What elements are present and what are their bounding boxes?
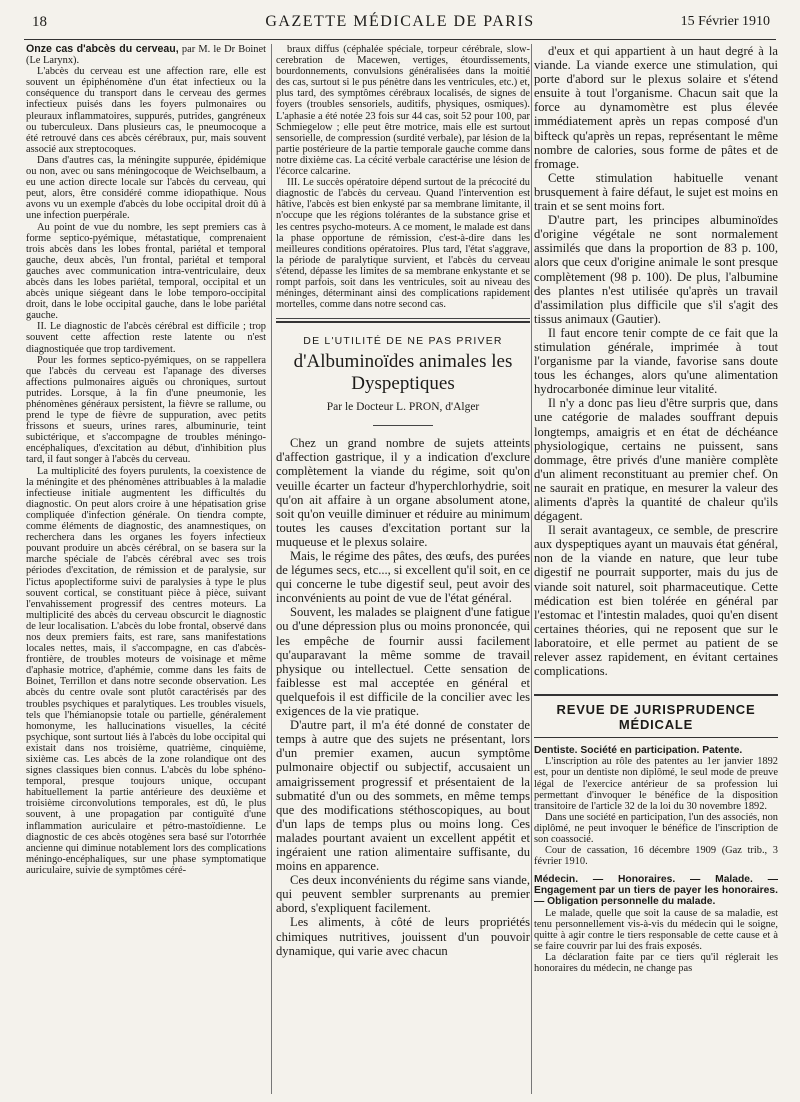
divider	[276, 321, 530, 323]
paragraph: Cette stimulation habituelle venant brusquement à faire défaut, le sujet est moins en train et se sent moins fort.	[534, 170, 778, 214]
paragraph: Le malade, quelle que soit la cause de sa maladie, est tenu personnellement vis-à-vis du médecin qui le soigne, quitte à agir contre le tiers responsable de cette cause et à se faire couvrir par lui des frais exposés.	[534, 907, 778, 952]
article-title: d'Albuminoïdes animales les Dyspeptiques	[293, 351, 513, 395]
paragraph: L'abcès du cerveau est une affection rare, elle est souvent un épiphénomène d'un état infectieux ou la conséquence du transport dans le cerveau des germes infectieux puisés dans les foyers pulmonaires ou pleuraux inflammatoires, suppurés, putrides, gangréneux ou tuberculeux. Dans plusieurs cas, le pneumocoque a été retrouvé dans ces abcès cérébraux, pur, mais souvent associé aux streptocoques.	[26, 66, 266, 155]
paragraph: L'inscription au rôle des patentes au 1er janvier 1892 est, pour un dentiste non diplômé, le seul mode de preuve légal de l'exercice antérieur de sa profession lui permettant d'invoquer le bénéfice de la disposition transitoire de l'article 32 de la loi du 30 novembre 1892.	[534, 756, 778, 812]
abstract-continuation	[276, 44, 530, 310]
issue-date: 15 Février 1910	[680, 14, 770, 29]
divider	[276, 318, 530, 319]
paragraph: La multiplicité des foyers purulents, la coexistence de la méningite et des phénomènes attribuables à la maladie infectieuse initiale augmentent les difficultés du diagnostic. On peut alors croire à une hépatisation grise compliquée d'infection générale. On tiendra compte, comme éléments de diagnostic, des anamnestiques, on recherchera dans les organes les foyers infectieux pouvant produire un abcès cérébral, on se basera sur la marche spéciale de l'abcès cérébral avec ses trois périodes d'excitation, de rémission et de paralysie, sur l'ictus apoplectiforme suivi de paralysies à type le plus souvent cortical, se constituant pièce à pièce, suivant l'envahissement progressif des centres moteurs. La multiplicité des abcès du cerveau obscurcit le diagnostic de leur localisation. L'abcès du lobe frontal, observé dans nos deux premiers faits, est rare, sans manifestations locales nettes, mais, il s'accompagne, en cas d'abcès-frontière, de troubles moteurs de voisinage et même d'aphasie motrice, d'aphémie, comme dans les faits de Boinet, Terrillon et dans notre seconde observation. Les abcès du centre ovale sont plutôt caractérisés par des troubles psychiques et paralytiques. Les troubles visuels, tels que l'hémianopsie totale ou partielle, généralement homonyme, les hallucinations visuelles, la cécité psychique, sont surtout liés à l'abcès du lobe occipital qui existait dans nos troisième, quatrième, cinquième, sixième cas. Les abcès de la zone rolandique ont des signes classiques bien connus. L'abcès du lobe sphéno-temporal, presque toujours unique, occupant habituellement la partie antérieure des deuxième et troisième circonvolutions temporales, est dû, le plus souvent, à une propagation par contiguïté d'une inflammation auriculaire et pétro-mastoïdienne. Le diagnostic de ces abcès otogènes sera basé sur l'otorrhée ancienne qui diminue notablement lors des complications méningo-encéphaliques, sur une phase symptomatique auriculaire, suivie de symptômes céré-	[26, 465, 266, 876]
column-rule-1	[271, 44, 272, 1094]
paragraph: Il faut encore tenir compte de ce fait que la stimulation générale, imprimée à tout l'organisme par la viande, favorise sans doute tous les échanges, alors qu'une alimentation hydrocarbonée diminue leur vitalité.	[534, 325, 778, 397]
divider	[373, 425, 433, 426]
paragraph: braux diffus (céphalée spéciale, torpeur cérébrale, slow-cerebration de Macewen, vertiges, étourdissements, bourdonnements, convulsions généralisées dans la moitié des cas, surtout si le pus pénètre dans les ventricules, etc.) et, plus tard, des symptômes cérébraux localisés, de signes de foyers (troubles sensoriels, auditifs, physiques, osmiques). L'aphasie a été notée 23 fois sur 44 cas, soit 52 pour 100, par Schmiegelow ; elle peut être motrice, mais elle est surtout sensorielle, de compression (surdité verbale), par lésion de la partie postérieure de la partie temporale gauche comme dans notre dixième cas. La cécité verbale caractérise une lésion de l'écorce calcarine.	[276, 44, 530, 178]
paragraph: Souvent, les malades se plaignent d'une fatigue ou d'une dépression plus ou moins prononcée, qui les empêche de fournir aussi facilement qu'auparavant la même somme de travail physique ou intellectuel. Cette sensation de faiblesse est mal acceptée en général et quelquefois il est difficile de la concilier avec les exigences de la vie pratique.	[276, 605, 530, 719]
article-kicker: DE L'UTILITÉ DE NE PAS PRIVER	[303, 335, 503, 348]
column-2	[276, 44, 530, 1096]
case-body	[534, 756, 778, 845]
page-number: 18	[32, 14, 47, 30]
paragraph: La déclaration faite par ce tiers qu'il réglerait les honoraires du médecin, ne change pas	[534, 951, 778, 974]
journal-title: GAZETTE MÉDICALE DE PARIS	[265, 13, 535, 30]
section-title: REVUE DE JURISPRUDENCE MÉDICALE	[556, 702, 756, 733]
case-citation: Cour de cassation, 16 décembre 1909 (Gaz trib., 3 février 1910.	[534, 845, 778, 868]
case-body	[534, 908, 778, 975]
paragraph: Il n'y a donc pas lieu d'être surpris que, dans une catégorie de malades souffrant depuis longtemps, amaigris et en état de déchéance physiologique, certains ne puissent, sans dommage, être privés d'une manière complète d'un aliment reconstituant au premier chef. On ne saurait en pratique, en mesurer la valeur des aliments d'après la quantité de chaleur qu'ils dégagent.	[534, 396, 778, 524]
section-header	[534, 694, 778, 738]
case-heading: Médecin. — Honoraires. — Malade. — Engagement par un tiers de payer les honoraires. — Obligation personnelle du malade.	[534, 874, 778, 908]
paragraph: d'eux et qui appartient à un haut degré à la viande. La viande exerce une stimulation, qui porte d'abord sur le plexus solaire et s'étend ensuite à tout l'organisme. Chacun sait que la force au dynamomètre est plus élevée immédiatement après un repas composé d'un bifteck qu'après un repas, représentant le même nombre de calories, sous forme de pâtes et de fromage.	[534, 44, 778, 171]
paragraph: Dans une société en participation, l'un des associés, non diplômé, ne peut invoquer le bénéfice de l'inscription de son coassocié.	[534, 811, 778, 845]
column-3	[534, 44, 778, 1096]
abstract-body	[26, 66, 266, 876]
paragraph: Dans d'autres cas, la méningite suppurée, épidémique ou non, avec ou sans méningocoque de Weichselbaum, a eu une action directe locale sur l'abcès du cerveau, qui peut, alors, être considéré comme idiopathique. Nous avons vu un exemple d'abcès du lobe occipital droit dû à une infection puerpérale.	[26, 154, 266, 222]
paragraph: Ces deux inconvénients du régime sans viande, qui peuvent sembler surprenants au premier abord, s'expliquent facilement.	[276, 873, 530, 916]
paragraph: Les aliments, à côté de leurs propriétés chimiques nutritives, jouissent d'un pouvoir dynamique, qui varie avec chacun	[276, 915, 530, 958]
article-author: Par le Docteur L. PRON, d'Alger	[326, 401, 480, 414]
page-header	[24, 10, 776, 40]
paragraph: Il serait avantageux, ce semble, de prescrire aux dyspeptiques ayant un mauvais état général, non de la viande en nature, que leur tube digestif ne pourrait supporter, mais du jus de viande soit naturel, soit pharmaceutique. Cette médication est bien tolérée en général par l'estomac et l'intestin malades, quoi qu'en disent certaines théories, qui ne reposent que sur le laboratoire, et elle permet au patient de se relever assez rapidement, en évitant certaines complications.	[534, 523, 778, 679]
paragraph: Pour les formes septico-pyémiques, on se rappellera que l'abcès du cerveau est l'apanage des diverses affections pulmonaires aiguës ou chroniques, surtout putrides. Lorsque, à la fin d'une pneumonie, les phénomènes généraux persistent, la fièvre se rallume, ou prend le type de fièvre de suppuration, avec petits frissons et sueurs, urines rares, albuminurie, teint subictérique, et s'accompagne de troubles méningo-encéphaliques, d'excitation au début, d'inhibition plus tard, il faut songer à l'abcès du cerveau.	[26, 354, 266, 466]
paragraph: Au point de vue du nombre, les sept premiers cas à forme septico-pyémique, métastatique, comprenaient trois abcès dans les lobes frontal, pariétal et temporal gauche, deux abcès, l'un frontal, pariétal et temporal gauches avec communication intra-ventriculaire, deux abcès dans les lobes pariétal, temporal, occipital et un abcès unique siégeant dans le lobe temporo-occipital droit, dans le lobe occipital gauche, dans le lobe pariétal gauche.	[26, 221, 266, 322]
column-rule-2	[531, 44, 532, 1094]
abstract-title: Onze cas d'abcès du cerveau,	[26, 44, 179, 55]
article-body-continued	[534, 44, 778, 678]
paragraph: II. Le diagnostic de l'abcès cérébral est difficile ; trop souvent cette affection reste latente ou n'est diagnostiquée que trop tardivement.	[26, 321, 266, 355]
abstract-author: par M. le Dr Boinet (Le Larynx).	[26, 44, 266, 67]
paragraph: D'autre part, il m'a été donné de constater de temps à autre que des sujets ne présentant, lors d'un premier examen, aucun symptôme pulmonaire objectif ou subjectif, accusaient un amaigrissement progressif et présentaient de la submatité d'un ou des sommets, en même temps que des modifications stéthoscopiques, au bout d'un laps de temps plus ou moins long. Ces malades pourtant avaient un excellent appétit et ingéraient une ration alimentaire suffisante, du moins en apparence.	[276, 718, 530, 874]
article-body	[276, 436, 530, 957]
jurisprudence-section	[534, 745, 778, 974]
abstract-heading	[26, 44, 266, 66]
case-heading: Dentiste. Société en participation. Patente.	[534, 745, 743, 757]
column-1	[26, 44, 266, 1096]
paragraph: D'autre part, les principes albuminoïdes d'origine végétale ne sont normalement assimilés que dans la proportion de 83 p. 100, alors que ceux d'origine animale le sont presque complètement (98 p. 100). De plus, l'albumine des plantes n'est utilisée qu'après un travail d'assimilation plus difficile que s'il s'agit des tissus animaux (Gautier).	[534, 213, 778, 326]
paragraph: III. Le succès opératoire dépend surtout de la précocité du diagnostic de l'abcès du cerveau. Quand l'intervention est hâtive, l'abcès est bien enkysté par sa membrane limitante, il n'occupe que les régions tolérantes de la substance grise et les centres psycho-moteurs. A ce moment, le malade est dans la phase opportune de rémission, c'est-à-dire dans les meilleures conditions opératoires. Plus tard, l'état s'aggrave, la période de paralytique survient, et l'abcès du cerveau s'étend, dépasse les limites de sa membrane enkystante et se rompt parfois, soit dans les ventricules, soit au niveau des méninges, déterminant ainsi des complications rapidement mortelles, comme dans notre second cas.	[276, 177, 530, 311]
paragraph: Chez un grand nombre de sujets atteints d'affection gastrique, il y a indication d'exclure complètement la viande du régime, soit qu'on veuille écarter un facteur d'hyperchlorhydrie, soit qu'on ait affaire à un organe absolument atone, soit qu'on veuille diminuer et réduire au minimum toutes les causes d'excitation portant sur la muqueuse et le plexus solaire.	[276, 436, 530, 549]
paragraph: Mais, le régime des pâtes, des œufs, des purées de légumes secs, etc..., si excellent qu'il soit, en ce qui concerne le tube digestif seul, peut avoir des inconvénients au point de vue de l'état général.	[276, 549, 530, 606]
